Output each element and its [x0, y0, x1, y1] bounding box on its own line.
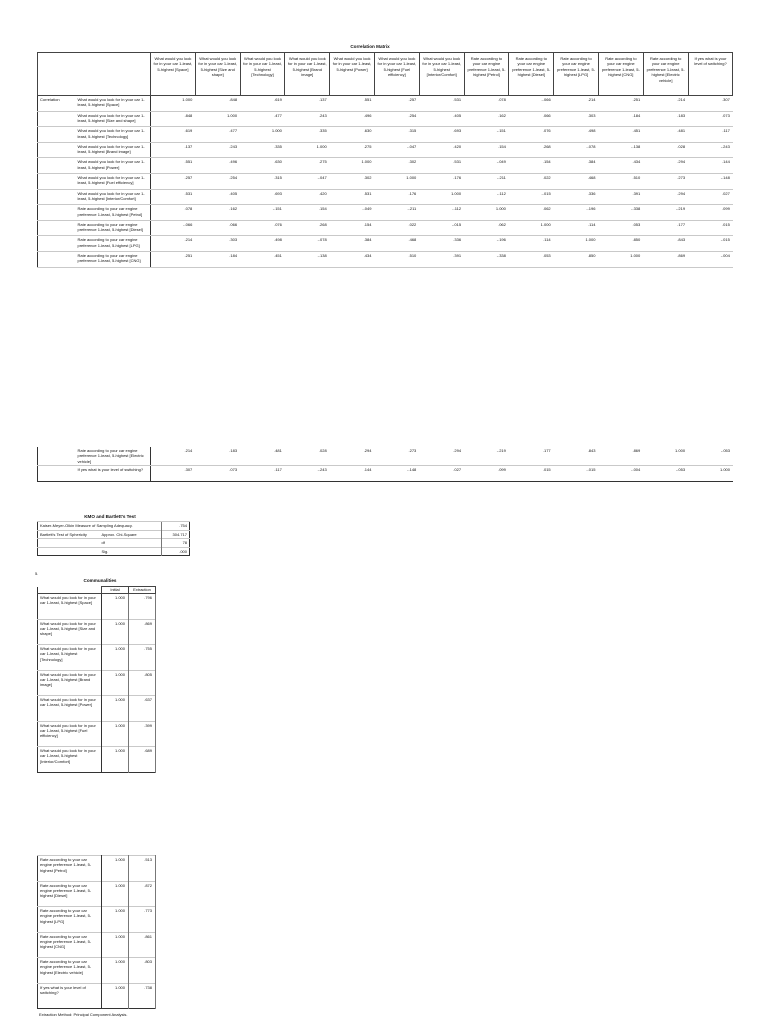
- correlation-matrix-title: Correlation Matrix: [350, 44, 390, 49]
- correlation-cell: -.211: [374, 205, 419, 221]
- correlation-cell: .303: [554, 111, 599, 127]
- row-variable-label: What would you look for in your car 1-least, 5-highest [Technology]: [38, 645, 102, 671]
- correlation-cell: .481: [643, 127, 688, 143]
- correlation-cell: .053: [598, 220, 643, 236]
- correlation-cell: .496: [195, 158, 240, 174]
- table-row: [38, 142, 733, 158]
- row-group-label: [38, 158, 76, 174]
- correlation-cell: -.066: [509, 96, 554, 112]
- row-variable-label: What would you look for in your car 1-least, 5-highest [Size and shape]: [38, 619, 102, 645]
- table-row: [38, 158, 733, 174]
- correlation-cell: .468: [554, 173, 599, 189]
- table-row: [38, 645, 156, 671]
- correlation-cell: 1.000: [419, 189, 464, 205]
- kmo-value: 78: [162, 539, 190, 548]
- correlation-cell: .843: [643, 236, 688, 252]
- col-header: Rate according to your car engine preference 1-least, 5-highest [LPG]: [554, 53, 599, 96]
- correlation-cell: .176: [419, 173, 464, 189]
- row-variable-label: What would you look for in your car 1-least, 5-highest [Brand image]: [76, 142, 151, 158]
- correlation-cell: -.015: [688, 236, 733, 252]
- correlation-cell: .114: [554, 220, 599, 236]
- row-variable-label: What would you look for in your car 1-least, 5-highest [Fuel efficiency]: [38, 721, 102, 747]
- correlation-cell: .531: [151, 189, 196, 205]
- extraction-value: .869: [129, 619, 156, 645]
- correlation-cell: .076: [240, 220, 285, 236]
- correlation-cell: -.004: [598, 466, 643, 482]
- row-variable-label: If yes what is your level of switching?: [76, 466, 151, 482]
- correlation-cell: .243: [285, 111, 330, 127]
- row-variable-label: Rate according to your car engine preference 1-least, 5-highest [CNG]: [76, 251, 151, 267]
- correlation-cell: .850: [554, 251, 599, 267]
- correlation-cell: 1.000: [643, 447, 688, 466]
- correlation-cell: .117: [688, 127, 733, 143]
- correlation-cell: -.004: [688, 251, 733, 267]
- kmo-row-label: Kaiser-Meyer-Olkin Measure of Sampling Adequacy.: [38, 522, 162, 531]
- correlation-cell: .510: [598, 173, 643, 189]
- initial-value: 1.000: [102, 670, 129, 696]
- initial-value: 1.000: [102, 958, 129, 984]
- correlation-cell: 1.000: [330, 158, 375, 174]
- correlation-cell: .693: [240, 189, 285, 205]
- correlation-cell: .275: [285, 158, 330, 174]
- correlation-cell: .214: [643, 96, 688, 112]
- correlation-cell: -.053: [688, 447, 733, 466]
- table-row: [38, 932, 156, 958]
- correlation-cell: .183: [195, 447, 240, 466]
- correlation-cell: 1.000: [195, 111, 240, 127]
- correlation-cell: .848: [195, 96, 240, 112]
- table-row: [38, 594, 156, 620]
- correlation-cell: -.243: [688, 142, 733, 158]
- correlation-cell: .498: [240, 236, 285, 252]
- correlation-cell: -.148: [374, 466, 419, 482]
- initial-value: 1.000: [102, 932, 129, 958]
- extraction-value: .399: [129, 721, 156, 747]
- corner-cell: [38, 53, 151, 96]
- correlation-cell: .451: [598, 127, 643, 143]
- correlation-cell: 1.000: [464, 205, 509, 221]
- row-group-label: [38, 189, 76, 205]
- kmo-value: .000: [162, 547, 190, 556]
- correlation-cell: -.138: [285, 251, 330, 267]
- kmo-table: [37, 521, 190, 556]
- correlation-cell: -.015: [419, 220, 464, 236]
- row-variable-label: Rate according to your car engine preference 1-least, 5-highest [CNG]: [38, 932, 102, 958]
- correlation-cell: .434: [598, 158, 643, 174]
- correlation-cell: .848: [151, 111, 196, 127]
- correlation-cell: .066: [509, 111, 554, 127]
- correlation-cell: .073: [688, 111, 733, 127]
- correlation-cell: .137: [285, 96, 330, 112]
- correlation-cell: .420: [285, 189, 330, 205]
- correlation-cell: .434: [330, 251, 375, 267]
- correlation-cell: .251: [151, 251, 196, 267]
- section-marker: 5.: [35, 571, 39, 576]
- col-header-extraction: Extraction: [129, 587, 156, 594]
- correlation-cell: .243: [195, 142, 240, 158]
- correlation-cell: -.015: [554, 466, 599, 482]
- table-row: [38, 251, 733, 267]
- correlation-cell: .257: [151, 173, 196, 189]
- row-group-label: [38, 111, 76, 127]
- correlation-cell: .335: [285, 127, 330, 143]
- col-header: Rate according to your car engine preference 1-least, 5-highest [Petrol]: [464, 53, 509, 96]
- row-variable-label: Rate according to your car engine preference 1-least, 5-highest [Diesel]: [38, 881, 102, 907]
- row-variable-label: Rate according to your car engine preference 1-least, 5-highest [Electric vehicle]: [76, 447, 151, 466]
- row-group-label: [38, 127, 76, 143]
- extraction-value: .637: [129, 696, 156, 722]
- correlation-cell: .254: [195, 173, 240, 189]
- kmo-sub-label: Sig.: [100, 547, 162, 556]
- row-variable-label: Rate according to your car engine preference 1-least, 5-highest [LPG]: [38, 907, 102, 933]
- table-row: [38, 111, 733, 127]
- correlation-cell: .315: [374, 127, 419, 143]
- correlation-cell: .336: [419, 236, 464, 252]
- correlation-cell: .066: [195, 220, 240, 236]
- correlation-cell: 1.000: [374, 173, 419, 189]
- correlation-cell: -.138: [598, 142, 643, 158]
- table-row: [38, 721, 156, 747]
- correlation-cell: -.015: [509, 189, 554, 205]
- correlation-cell: -.112: [419, 205, 464, 221]
- extraction-value: .773: [129, 907, 156, 933]
- correlation-cell: -.196: [464, 236, 509, 252]
- correlation-cell: -.151: [464, 127, 509, 143]
- correlation-cell: .307: [688, 96, 733, 112]
- correlation-cell: -.066: [151, 220, 196, 236]
- table-row: [38, 747, 156, 773]
- col-header-initial: Initial: [102, 587, 129, 594]
- communalities-table-continued: [37, 855, 156, 1009]
- correlation-cell: .294: [643, 158, 688, 174]
- col-header: Rate according to your car engine preference 1-least, 5-highest [Diesel]: [509, 53, 554, 96]
- kmo-title: KMO and Bartlett's Test: [84, 514, 136, 519]
- correlation-cell: .154: [285, 205, 330, 221]
- correlation-cell: -.053: [643, 466, 688, 482]
- correlation-cell: .294: [643, 189, 688, 205]
- correlation-cell: .078: [151, 205, 196, 221]
- corner-cell: [38, 587, 102, 594]
- correlation-cell: .144: [330, 466, 375, 482]
- kmo-row-label: [38, 547, 100, 556]
- initial-value: 1.000: [102, 856, 129, 882]
- table-row: [38, 983, 156, 1009]
- communalities-title: Communalities: [83, 578, 117, 583]
- correlation-cell: -.219: [643, 205, 688, 221]
- initial-value: 1.000: [102, 619, 129, 645]
- correlation-cell: .177: [643, 220, 688, 236]
- correlation-cell: .850: [598, 236, 643, 252]
- correlation-cell: .073: [195, 466, 240, 482]
- table-row: [38, 236, 733, 252]
- correlation-cell: .869: [643, 251, 688, 267]
- correlation-cell: .254: [374, 111, 419, 127]
- table-row: [38, 220, 733, 236]
- initial-value: 1.000: [102, 881, 129, 907]
- correlation-cell: .693: [419, 127, 464, 143]
- correlation-cell: -.112: [464, 189, 509, 205]
- table-row: [38, 907, 156, 933]
- correlation-cell: .384: [330, 236, 375, 252]
- row-group-label: [38, 220, 76, 236]
- table-row: [38, 127, 733, 143]
- row-group-label: [38, 142, 76, 158]
- col-header: Rate according to your car engine preference 1-least, 5-highest [CNG]: [598, 53, 643, 96]
- initial-value: 1.000: [102, 721, 129, 747]
- correlation-cell: .303: [195, 236, 240, 252]
- correlation-cell: .630: [240, 158, 285, 174]
- correlation-cell: .275: [330, 142, 375, 158]
- correlation-cell: .062: [464, 220, 509, 236]
- correlation-cell: .405: [195, 189, 240, 205]
- correlation-cell: .027: [688, 189, 733, 205]
- row-variable-label: What would you look for in your car 1-least, 5-highest [Interior/Comfort]: [76, 189, 151, 205]
- row-variable-label: What would you look for in your car 1-least, 5-highest [Brand image]: [38, 670, 102, 696]
- correlation-cell: .268: [509, 142, 554, 158]
- correlation-cell: .162: [464, 111, 509, 127]
- table-row: [38, 619, 156, 645]
- correlation-cell: .531: [330, 189, 375, 205]
- col-header: Rate according to your car engine preference 1-least, 5-highest [Electric vehicle]: [643, 53, 688, 96]
- correlation-cell: .117: [240, 466, 285, 482]
- correlation-cell: .028: [285, 447, 330, 466]
- correlation-cell: .391: [419, 251, 464, 267]
- correlation-cell: .531: [419, 96, 464, 112]
- initial-value: 1.000: [102, 747, 129, 773]
- correlation-cell: .405: [419, 111, 464, 127]
- correlation-cell: 1.000: [151, 96, 196, 112]
- col-header: What would you look for in your car 1-least, 5-highest [Brand image]: [285, 53, 330, 96]
- row-variable-label: Rate according to your car engine preference 1-least, 5-highest [Petrol]: [38, 856, 102, 882]
- correlation-cell: -.047: [374, 142, 419, 158]
- correlation-cell: .268: [285, 220, 330, 236]
- correlation-cell: .184: [598, 111, 643, 127]
- extraction-value: .872: [129, 881, 156, 907]
- col-header: What would you look for in your car 1-least, 5-highest [Fuel efficiency]: [374, 53, 419, 96]
- col-header: If yes what is your level of switching?: [688, 53, 733, 96]
- initial-value: 1.000: [102, 907, 129, 933]
- extraction-value: .796: [129, 594, 156, 620]
- table-row: [38, 856, 156, 882]
- correlation-cell: .468: [374, 236, 419, 252]
- correlation-cell: .420: [419, 142, 464, 158]
- correlation-cell: .015: [688, 220, 733, 236]
- row-variable-label: What would you look for in your car 1-least, 5-highest [Power]: [38, 696, 102, 722]
- correlation-cell: .869: [598, 447, 643, 466]
- correlation-cell: 1.000: [598, 251, 643, 267]
- row-group-label: Correlation: [38, 96, 76, 112]
- kmo-row-label: Bartlett's Test of Sphericity: [38, 530, 100, 539]
- correlation-cell: .630: [330, 127, 375, 143]
- table-row: [38, 958, 156, 984]
- initial-value: 1.000: [102, 983, 129, 1009]
- row-variable-label: Rate according to your car engine preference 1-least, 5-highest [Electric vehicle]: [38, 958, 102, 984]
- correlation-cell: .028: [643, 142, 688, 158]
- correlation-cell: .336: [554, 189, 599, 205]
- row-variable-label: Rate according to your car engine preference 1-least, 5-highest [LPG]: [76, 236, 151, 252]
- initial-value: 1.000: [102, 645, 129, 671]
- row-variable-label: What would you look for in your car 1-least, 5-highest [Technology]: [76, 127, 151, 143]
- correlation-cell: .315: [240, 173, 285, 189]
- extraction-value: .738: [129, 983, 156, 1009]
- correlation-cell: .137: [151, 142, 196, 158]
- correlation-cell: .154: [464, 142, 509, 158]
- correlation-cell: -.148: [688, 173, 733, 189]
- col-header: What would you look for in your car 1-least, 5-highest [Power]: [330, 53, 375, 96]
- correlation-cell: .214: [151, 447, 196, 466]
- correlation-cell: .183: [643, 111, 688, 127]
- correlation-cell: .022: [374, 220, 419, 236]
- correlation-cell: .302: [374, 158, 419, 174]
- correlation-cell: -.338: [464, 251, 509, 267]
- table-row: [38, 466, 734, 482]
- kmo-value: .754: [162, 522, 190, 531]
- correlation-cell: .099: [688, 205, 733, 221]
- table-row: [38, 447, 734, 466]
- extraction-value: .513: [129, 856, 156, 882]
- correlation-cell: .302: [330, 173, 375, 189]
- initial-value: 1.000: [102, 696, 129, 722]
- correlation-cell: .307: [151, 466, 196, 482]
- correlation-cell: -.049: [464, 158, 509, 174]
- row-variable-label: What would you look for in your car 1-least, 5-highest [Space]: [76, 96, 151, 112]
- correlation-cell: .384: [554, 158, 599, 174]
- correlation-cell: -.219: [464, 447, 509, 466]
- correlation-cell: .062: [509, 205, 554, 221]
- correlation-cell: .154: [509, 158, 554, 174]
- row-group-label: [38, 466, 76, 482]
- correlation-cell: .184: [195, 251, 240, 267]
- correlation-cell: .114: [509, 236, 554, 252]
- col-header: What would you look for in your car 1-least, 5-highest [Size and shape]: [195, 53, 240, 96]
- correlation-cell: .214: [554, 96, 599, 112]
- correlation-cell: .273: [374, 447, 419, 466]
- kmo-value: 304.717: [162, 530, 190, 539]
- correlation-cell: .078: [464, 96, 509, 112]
- correlation-cell: -.196: [554, 205, 599, 221]
- row-group-label: [38, 251, 76, 267]
- correlation-matrix: [37, 52, 733, 268]
- correlation-cell: -.243: [285, 466, 330, 482]
- table-row: [38, 881, 156, 907]
- correlation-cell: .214: [151, 236, 196, 252]
- correlation-cell: -.078: [285, 236, 330, 252]
- communalities-footnote: Extraction Method: Principal Component Analysis.: [39, 1012, 128, 1017]
- row-variable-label: What would you look for in your car 1-least, 5-highest [Size and shape]: [76, 111, 151, 127]
- row-variable-label: Rate according to your car engine preference 1-least, 5-highest [Petrol]: [76, 205, 151, 221]
- communalities-table: [37, 586, 156, 773]
- correlation-cell: -.151: [240, 205, 285, 221]
- row-group-label: [38, 205, 76, 221]
- correlation-cell: .027: [419, 466, 464, 482]
- correlation-cell: .273: [643, 173, 688, 189]
- correlation-cell: .099: [464, 466, 509, 482]
- correlation-cell: 1.000: [509, 220, 554, 236]
- table-row: [38, 205, 733, 221]
- correlation-cell: .451: [240, 251, 285, 267]
- correlation-cell: .391: [598, 189, 643, 205]
- table-row: [38, 173, 733, 189]
- correlation-cell: .251: [598, 96, 643, 112]
- correlation-cell: -.047: [285, 173, 330, 189]
- col-header: What would you look for in your car 1-least, 5-highest [Interior/Comfort]: [419, 53, 464, 96]
- row-group-label: [38, 447, 76, 466]
- correlation-cell: .144: [688, 158, 733, 174]
- correlation-cell: .498: [554, 127, 599, 143]
- extraction-value: .861: [129, 932, 156, 958]
- correlation-cell: .481: [240, 447, 285, 466]
- correlation-cell: 1.000: [554, 236, 599, 252]
- correlation-cell: .257: [374, 96, 419, 112]
- correlation-cell: .294: [419, 447, 464, 466]
- correlation-matrix-continued: [37, 447, 733, 482]
- extraction-value: .755: [129, 645, 156, 671]
- col-header: What would you look for in your car 1-least, 5-highest [Technology]: [240, 53, 285, 96]
- kmo-sub-label: Approx. Chi-Square: [100, 530, 162, 539]
- kmo-sub-label: df: [100, 539, 162, 548]
- extraction-value: .805: [129, 670, 156, 696]
- table-row: [38, 96, 733, 112]
- correlation-cell: 1.000: [285, 142, 330, 158]
- table-row: [38, 696, 156, 722]
- correlation-cell: .335: [240, 142, 285, 158]
- extraction-value: .689: [129, 747, 156, 773]
- extraction-value: .803: [129, 958, 156, 984]
- correlation-cell: .177: [509, 447, 554, 466]
- table-row: [38, 189, 733, 205]
- correlation-cell: .619: [240, 96, 285, 112]
- correlation-cell: .162: [195, 205, 240, 221]
- row-variable-label: Rate according to your car engine preference 1-least, 5-highest [Diesel]: [76, 220, 151, 236]
- row-variable-label: What would you look for in your car 1-least, 5-highest [Interior/Comfort]: [38, 747, 102, 773]
- correlation-cell: .551: [151, 158, 196, 174]
- row-variable-label: If yes what is your level of switching?: [38, 983, 102, 1009]
- correlation-cell: -.338: [598, 205, 643, 221]
- row-variable-label: What would you look for in your car 1-least, 5-highest [Space]: [38, 594, 102, 620]
- correlation-cell: .076: [509, 127, 554, 143]
- correlation-cell: .477: [240, 111, 285, 127]
- correlation-cell: .551: [330, 96, 375, 112]
- correlation-cell: .531: [419, 158, 464, 174]
- initial-value: 1.000: [102, 594, 129, 620]
- correlation-cell: .294: [330, 447, 375, 466]
- correlation-cell: .843: [554, 447, 599, 466]
- correlation-cell: .176: [374, 189, 419, 205]
- correlation-cell: .619: [151, 127, 196, 143]
- correlation-cell: .477: [195, 127, 240, 143]
- correlation-cell: 1.000: [688, 466, 733, 482]
- row-group-label: [38, 236, 76, 252]
- correlation-cell: .510: [374, 251, 419, 267]
- table-row: [38, 670, 156, 696]
- row-variable-label: What would you look for in your car 1-least, 5-highest [Power]: [76, 158, 151, 174]
- correlation-cell: -.049: [330, 205, 375, 221]
- correlation-cell: .022: [509, 173, 554, 189]
- correlation-cell: -.211: [464, 173, 509, 189]
- correlation-cell: 1.000: [240, 127, 285, 143]
- row-group-label: [38, 173, 76, 189]
- correlation-cell: .496: [330, 111, 375, 127]
- correlation-cell: .015: [509, 466, 554, 482]
- row-variable-label: What would you look for in your car 1-least, 5-highest [Fuel efficiency]: [76, 173, 151, 189]
- correlation-cell: .154: [330, 220, 375, 236]
- col-header: What would you look for in your car 1-least, 5-highest [Space]: [151, 53, 196, 96]
- correlation-cell: -.078: [554, 142, 599, 158]
- kmo-row-label: [38, 539, 100, 548]
- correlation-cell: .053: [509, 251, 554, 267]
